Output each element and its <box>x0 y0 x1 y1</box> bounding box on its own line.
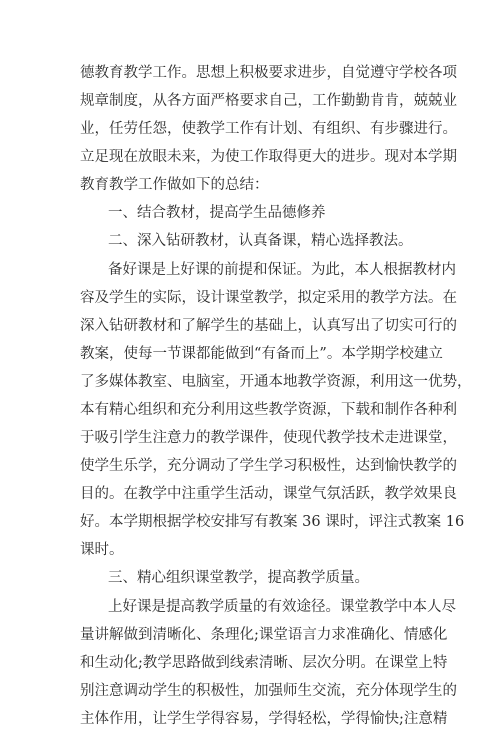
body-text-line: 课时。 <box>80 542 124 558</box>
body-text-line: 别注意调动学生的积极性，加强师生交流，充分体现学生的 <box>80 683 457 699</box>
body-text-line: 教案，使每一节课都能做到“有备而上”。本学期学校建立 <box>80 346 443 362</box>
body-text-line: 了多媒体教室、电脑室，开通本地教学资源，利用这一优势， <box>80 374 472 390</box>
body-text-line: 立足现在放眼未来，为使工作取得更大的进步。现对本学期 <box>80 149 457 165</box>
body-text-line: 业，任劳任怨，使教学工作有计划、有组织、有步骤进行。 <box>80 121 457 137</box>
body-text-line: 目的。在教学中注重学生活动，课堂气氛活跃，教学效果良 <box>80 486 457 502</box>
body-text-line: 使学生乐学，充分调动了学生学习积极性，达到愉快教学的 <box>80 458 457 474</box>
section-heading-1: 一、结合教材，提高学生品德修养 <box>108 205 326 221</box>
body-text-line: 德教育教学工作。思想上积极要求进步，自觉遵守学校各项 <box>80 65 457 81</box>
body-text-line: 和生动化;教学思路做到线索清晰、层次分明。在课堂上特 <box>80 655 448 671</box>
body-text-line: 量讲解做到清晰化、条理化;课堂语言力求准确化、情感化 <box>80 627 448 643</box>
body-text-line: 教育教学工作做如下的总结： <box>80 177 269 193</box>
body-text-line: 规章制度，从各方面严格要求自己，工作勤勤肯肯，兢兢业 <box>80 93 457 109</box>
body-text-line: 于吸引学生注意力的教学课件，使现代教学技术走进课堂， <box>80 430 457 446</box>
body-text-line: 好。本学期根据学校安排写有教案 36 课时，评注式教案 16 <box>80 514 465 530</box>
body-text-line: 深入钻研教材和了解学生的基础上，认真写出了切实可行的 <box>80 318 457 334</box>
body-text-line: 容及学生的实际，设计课堂教学，拟定采用的教学方法。在 <box>80 290 457 306</box>
paragraph-first-line: 备好课是上好课的前提和保证。为此，本人根据教材内 <box>108 262 456 278</box>
section-heading-2: 二、深入钻研教材，认真备课，精心选择教法。 <box>108 233 413 249</box>
section-heading-3: 三、精心组织课堂教学，提高教学质量。 <box>108 570 369 586</box>
body-text-line: 本有精心组织和充分利用这些教学资源，下载和制作各种利 <box>80 402 457 418</box>
paragraph-first-line: 上好课是提高教学质量的有效途径。课堂教学中本人尽 <box>108 599 456 615</box>
body-text-line: 主体作用，让学生学得容易，学得轻松，学得愉快;注意精 <box>80 711 448 727</box>
